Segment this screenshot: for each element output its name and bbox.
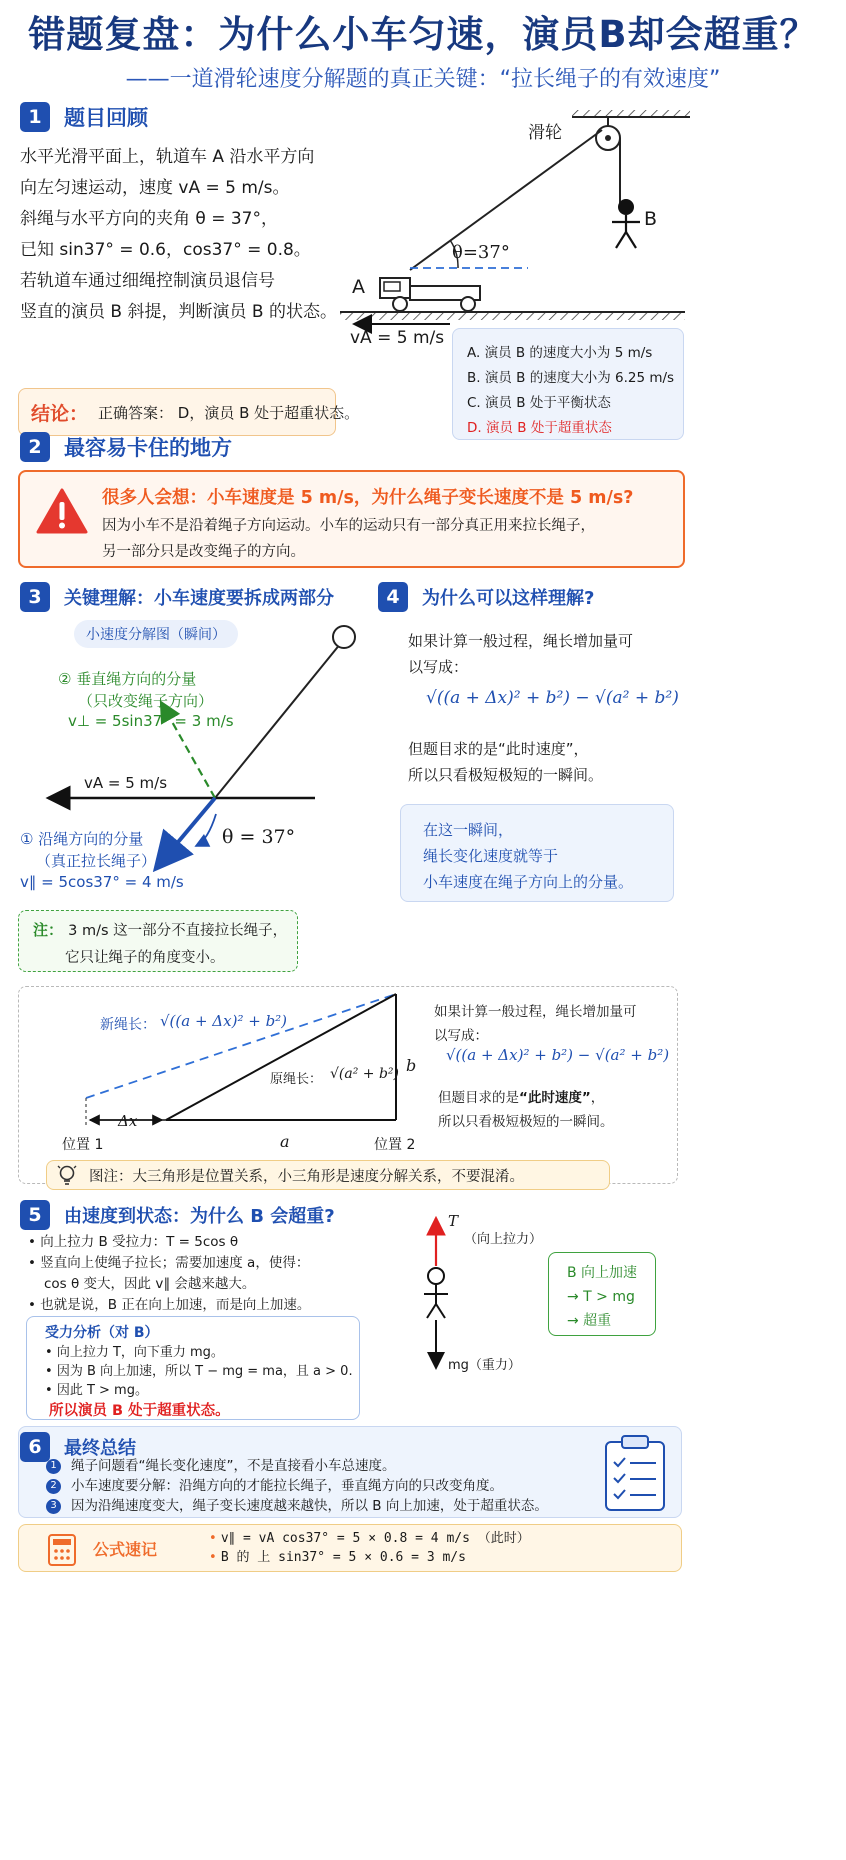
problem-text bbox=[20, 142, 337, 328]
force-title: 受力分析（对 B） bbox=[45, 1325, 159, 1341]
tip-bar bbox=[46, 1160, 610, 1190]
s5-bullet-text: 向上拉力 B 受拉力：T = 5cos θ bbox=[40, 1234, 239, 1250]
tri-line: 所以只看极短极短的一瞬间。 bbox=[438, 1114, 614, 1130]
tension-sublabel: （向上拉力） bbox=[464, 1232, 543, 1247]
force-item-text: 因此 T > mg。 bbox=[56, 1383, 148, 1398]
section-number: 1 bbox=[20, 102, 50, 132]
note-label: 注： bbox=[33, 921, 64, 939]
new-length-label: 新绳长： bbox=[100, 1017, 156, 1033]
number-badge: 3 bbox=[46, 1499, 61, 1514]
option-c: C. 演员 B 处于平衡状态 bbox=[467, 395, 611, 411]
angle-label: θ=37° bbox=[452, 242, 510, 263]
position-1-label: 位置 1 bbox=[62, 1137, 104, 1153]
section-title: 最容易卡住的地方 bbox=[64, 436, 232, 460]
velocity-label: vA = 5 m/s bbox=[350, 328, 445, 348]
tri-instant-line bbox=[438, 1086, 604, 1106]
force-item-text: 向上拉力 T，向下重力 mg。 bbox=[56, 1345, 224, 1360]
perp-title: ② 垂直绳方向的分量 bbox=[58, 670, 197, 688]
a-label: a bbox=[280, 1132, 290, 1151]
s4-line: 所以只看极短极短的一瞬间。 bbox=[408, 766, 604, 784]
formula-line: • v∥ = vA cos37° = 5 × 0.8 = 4 m/s （此时） bbox=[209, 1531, 530, 1546]
number-badge: 1 bbox=[46, 1459, 61, 1474]
warning-icon bbox=[36, 488, 88, 534]
section-4-header bbox=[378, 582, 594, 612]
s5-bullet: • 也就是说，B 正在向上加速，而是向上加速。 bbox=[28, 1297, 311, 1313]
perp-formula: v⊥ = 5sin37° = 3 m/s bbox=[68, 712, 234, 730]
tri-formula: √((a + Δx)² + b²) − √(a² + b²) bbox=[446, 1046, 670, 1064]
problem-line: 向左匀速运动，速度 vA = 5 m/s。 bbox=[20, 178, 290, 198]
s4-line: 如果计算一般过程，绳长增加量可 bbox=[408, 632, 634, 650]
problem-line: 斜绳与水平方向的夹角 θ = 37°， bbox=[20, 209, 278, 229]
conclusion-text: 正确答案： D，演员 B 处于超重状态。 bbox=[98, 403, 360, 422]
s5-bullet-text: 竖直向上使绳子拉长；需要加速度 a，使得： bbox=[40, 1255, 310, 1271]
s5-bullet: • 竖直向上使绳子拉长；需要加速度 a，使得： bbox=[28, 1255, 310, 1271]
clipboard-icon bbox=[600, 1432, 670, 1514]
section-5-header bbox=[20, 1200, 335, 1230]
insight-box bbox=[400, 804, 674, 902]
conclusion-box bbox=[18, 388, 360, 436]
section-1-header bbox=[20, 102, 148, 132]
section-title: 题目回顾 bbox=[64, 106, 148, 130]
warning-box bbox=[18, 470, 685, 568]
summary-text: 小车速度要分解：沿绳方向的才能拉长绳子，垂直绳方向的只改变角度。 bbox=[71, 1478, 503, 1494]
angle-label: θ = 37° bbox=[222, 826, 296, 848]
tri-line: 以写成： bbox=[434, 1028, 488, 1044]
b-label: b bbox=[406, 1056, 417, 1075]
section-2-header bbox=[20, 432, 232, 462]
warning-line: 另一部分只是改变绳子的方向。 bbox=[102, 544, 305, 560]
summary-item bbox=[46, 1456, 548, 1476]
warning-title: 很多人会想：小车速度是 5 m/s，为什么绳子变长速度不是 5 m/s? bbox=[102, 488, 634, 508]
note-line: 3 m/s 这一部分不直接拉长绳子， bbox=[68, 923, 288, 939]
position-2-label: 位置 2 bbox=[374, 1137, 416, 1153]
force-conclusion: 所以演员 B 处于超重状态。 bbox=[49, 1403, 230, 1419]
insight-line: 绳长变化速度就等于 bbox=[423, 847, 559, 865]
problem-line: 水平光滑平面上，轨道车 A 沿水平方向 bbox=[20, 147, 315, 167]
section-number: 5 bbox=[20, 1200, 50, 1230]
section-number: 4 bbox=[378, 582, 408, 612]
tri-line-post: ， bbox=[590, 1090, 605, 1106]
section-number: 3 bbox=[20, 582, 50, 612]
force-item: • 向上拉力 T，向下重力 mg。 bbox=[45, 1345, 224, 1360]
section-number: 6 bbox=[20, 1432, 50, 1462]
tri-line-bold: “此时速度” bbox=[519, 1090, 591, 1106]
s5-bullets bbox=[28, 1232, 310, 1316]
s5-bullet: • 向上拉力 B 受拉力：T = 5cos θ bbox=[28, 1234, 239, 1250]
lightbulb-icon bbox=[57, 1164, 77, 1186]
new-length-formula: √((a + Δx)² + b²) bbox=[160, 1012, 288, 1030]
section-title: 关键理解：小车速度要拆成两部分 bbox=[64, 588, 334, 609]
section-title: 最终总结 bbox=[64, 1438, 136, 1459]
page-title: 错题复盘：为什么小车匀速，演员B却会超重？ bbox=[28, 13, 818, 56]
formula-line: • B 的 上 sin37° = 5 × 0.6 = 3 m/s bbox=[209, 1550, 466, 1565]
person-head bbox=[428, 1268, 444, 1284]
parallel-component bbox=[158, 798, 215, 866]
summary-text: 绳子问题看“绳长变化速度”，不是直接看小车总速度。 bbox=[71, 1458, 396, 1474]
summary-item bbox=[46, 1476, 548, 1496]
car-a bbox=[380, 278, 480, 311]
warning-line: 因为小车不是沿着绳子方向运动。小车的运动只有一部分真正用来拉长绳子， bbox=[102, 518, 595, 534]
section-title: 由速度到状态：为什么 B 会超重? bbox=[64, 1206, 335, 1227]
s5-bullet-text: 也就是说，B 正在向上加速，而是向上加速。 bbox=[40, 1297, 311, 1313]
force-item: • 因为 B 向上加速，所以 T − mg = ma，且 a > 0. bbox=[45, 1364, 353, 1379]
new-rope-line bbox=[86, 994, 396, 1098]
tri-line: 如果计算一般过程，绳长增加量可 bbox=[434, 1004, 637, 1020]
result-line: → 超重 bbox=[567, 1313, 612, 1329]
option-d: D. 演员 B 处于超重状态 bbox=[467, 420, 612, 436]
formula-text: B 的 上 sin37° = 5 × 0.6 = 3 m/s bbox=[220, 1550, 466, 1565]
length-formula: √((a + Δx)² + b²) − √(a² + b²) bbox=[426, 688, 679, 708]
force-item-text: 因为 B 向上加速，所以 T − mg = ma，且 a > 0. bbox=[56, 1364, 353, 1379]
result-line: → T > mg bbox=[567, 1289, 635, 1305]
dx-label: Δx bbox=[118, 1112, 138, 1130]
pulley-circle bbox=[333, 626, 355, 648]
force-item: • 因此 T > mg。 bbox=[45, 1383, 148, 1398]
force-analysis-box bbox=[26, 1316, 360, 1420]
section-title: 为什么可以这样理解? bbox=[422, 588, 595, 609]
problem-line: 已知 sin37° = 0.6，cos37° = 0.8。 bbox=[20, 240, 311, 260]
ground-hatch bbox=[340, 313, 685, 320]
rope-line bbox=[215, 638, 345, 798]
section-3-header bbox=[20, 582, 334, 612]
gravity-label: mg（重力） bbox=[448, 1358, 521, 1373]
problem-line: 若轨道车通过细绳控制演员退信号 bbox=[20, 271, 275, 291]
tip-text: 图注：大三角形是位置关系，小三角形是速度分解关系，不要混淆。 bbox=[89, 1168, 524, 1185]
tension-label: T bbox=[448, 1212, 459, 1230]
para-formula: v∥ = 5cos37° = 4 m/s bbox=[20, 873, 184, 891]
insight-line: 小车速度在绳子方向上的分量。 bbox=[423, 873, 634, 891]
options-box bbox=[452, 328, 684, 440]
original-length-formula: √(a² + b²) bbox=[330, 1066, 400, 1082]
s5-bullet-cont: cos θ 变大，因此 v∥ 会越来越大。 bbox=[44, 1276, 256, 1292]
section-number: 2 bbox=[20, 432, 50, 462]
calculator-icon bbox=[47, 1533, 77, 1567]
formula-text: v∥ = vA cos37° = 5 × 0.8 = 4 m/s （此时） bbox=[220, 1531, 530, 1546]
summary-item bbox=[46, 1496, 548, 1516]
decomposition-tag: 小速度分解图（瞬间） bbox=[74, 620, 238, 648]
result-box bbox=[548, 1252, 656, 1336]
pulley-label: 滑轮 bbox=[528, 123, 562, 143]
person-b bbox=[612, 199, 640, 248]
number-badge: 2 bbox=[46, 1479, 61, 1494]
perp-subtitle: （只改变绳子方向） bbox=[78, 692, 214, 710]
force-diagram bbox=[410, 1206, 470, 1376]
formula-memo-label: 公式速记 bbox=[93, 1540, 158, 1559]
note-line: 它只让绳子的角度变小。 bbox=[65, 950, 225, 966]
ceiling-hatch bbox=[572, 110, 690, 117]
car-label: A bbox=[352, 276, 365, 298]
page-subtitle: ——一道滑轮速度分解题的真正关键：“拉长绳子的有效速度” bbox=[125, 67, 721, 92]
para-title: ① 沿绳方向的分量 bbox=[20, 830, 144, 848]
result-line: B 向上加速 bbox=[567, 1265, 638, 1281]
problem-line: 竖直的演员 B 斜提，判断演员 B 的状态。 bbox=[20, 302, 337, 322]
tri-line-pre: 但题目求的是 bbox=[438, 1090, 519, 1106]
s4-line: 但题目求的是“此时速度”， bbox=[408, 740, 589, 758]
person-label: B bbox=[644, 208, 658, 230]
s4-line: 以写成： bbox=[408, 658, 469, 676]
va-label: vA = 5 m/s bbox=[84, 774, 168, 792]
option-a: A. 演员 B 的速度大小为 5 m/s bbox=[467, 345, 653, 361]
summary-list bbox=[46, 1456, 548, 1516]
insight-line: 在这一瞬间， bbox=[423, 821, 514, 839]
formula-memo-box bbox=[18, 1524, 682, 1572]
conclusion-label: 结论： bbox=[31, 402, 89, 425]
summary-text: 因为沿绳速度变大，绳子变长速度越来越快，所以 B 向上加速，处于超重状态。 bbox=[71, 1498, 548, 1514]
original-length-label: 原绳长： bbox=[270, 1072, 323, 1087]
formula-memo-lines bbox=[209, 1529, 530, 1567]
para-subtitle: （真正拉长绳子） bbox=[36, 852, 157, 870]
option-b: B. 演员 B 的速度大小为 6.25 m/s bbox=[467, 370, 675, 386]
note-box bbox=[18, 910, 298, 972]
